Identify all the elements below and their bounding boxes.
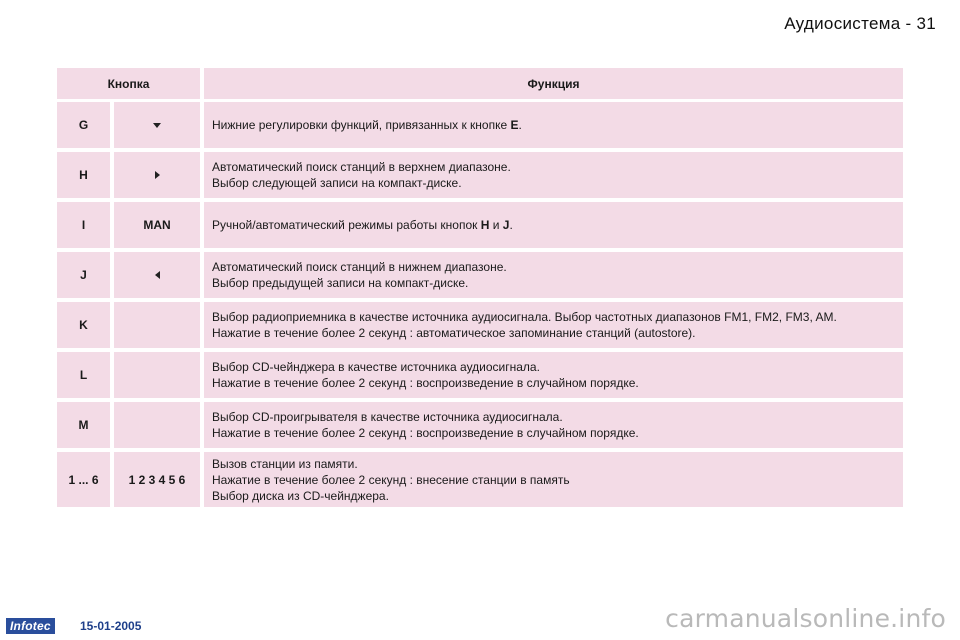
table-row xyxy=(57,152,903,198)
button-symbol-cell xyxy=(114,252,200,298)
description-line xyxy=(212,325,895,341)
description-line xyxy=(212,275,895,291)
button-symbol-cell xyxy=(114,302,200,348)
table-row xyxy=(57,402,903,448)
description-text: Нажатие в течение более 2 секунд : воспроизведение в случайном порядке. xyxy=(212,376,639,390)
table-body xyxy=(57,102,903,507)
bold-button-reference: E xyxy=(510,118,519,132)
description-line xyxy=(212,309,895,325)
button-symbol-cell xyxy=(114,152,200,198)
description-text: Выбор диска из CD-чейнджера. xyxy=(212,488,389,503)
description-line xyxy=(212,409,895,425)
page-title: Аудиосистема - 31 xyxy=(784,14,936,33)
description-text: Автоматический поиск станций в нижнем диапазоне. xyxy=(212,260,507,274)
description-line xyxy=(212,425,895,441)
description-line xyxy=(212,375,895,391)
function-description-cell xyxy=(204,202,903,248)
table-row xyxy=(57,102,903,148)
button-key-cell: I xyxy=(57,202,110,248)
table-header xyxy=(57,68,903,99)
button-key-cell: L xyxy=(57,352,110,398)
function-description-cell xyxy=(204,452,903,507)
description-line xyxy=(212,217,895,233)
description-text: Выбор предыдущей записи на компакт-диске. xyxy=(212,276,469,290)
description-text: Выбор радиоприемника в качестве источника аудиосигнала. Выбор частотных диапазонов FM1, FM2, FM3, AM. xyxy=(212,310,837,324)
function-description-cell xyxy=(204,102,903,148)
button-symbol-cell xyxy=(114,352,200,398)
button-key-cell: J xyxy=(57,252,110,298)
function-description-cell xyxy=(204,302,903,348)
triangle-down-icon xyxy=(153,123,161,128)
button-key-cell: H xyxy=(57,152,110,198)
description-line xyxy=(212,159,895,175)
watermark: carmanualsonline.info xyxy=(665,604,946,633)
table-row xyxy=(57,452,903,507)
description-text: Вызов станции из памяти. xyxy=(212,456,358,471)
description-line xyxy=(212,488,895,504)
description-text: Нижние регулировки функций, привязанных к кнопке xyxy=(212,118,511,132)
description-text: Ручной/автоматический режимы работы кнопок xyxy=(212,218,481,232)
description-text: Нажатие в течение более 2 секунд : автоматическое запоминание станций (autostore). xyxy=(212,326,696,340)
column-header-button: Кнопка xyxy=(57,68,200,99)
button-symbol-cell xyxy=(114,102,200,148)
description-text: . xyxy=(509,218,513,232)
button-symbol-cell xyxy=(114,402,200,448)
button-function-table xyxy=(57,68,903,511)
button-key-cell: G xyxy=(57,102,110,148)
description-text: Нажатие в течение более 2 секунд : внесение станции в память xyxy=(212,472,570,487)
button-symbol-cell: MAN xyxy=(114,202,200,248)
description-text: . xyxy=(518,118,522,132)
function-description-cell xyxy=(204,252,903,298)
description-text: и xyxy=(489,218,503,232)
button-key-cell: 1 ... 6 xyxy=(57,452,110,507)
table-row xyxy=(57,202,903,248)
triangle-left-icon xyxy=(155,271,160,279)
column-header-function: Функция xyxy=(204,68,903,99)
function-description-cell xyxy=(204,402,903,448)
description-text: Автоматический поиск станций в верхнем диапазоне. xyxy=(212,160,511,174)
function-description-cell xyxy=(204,352,903,398)
infotec-logo: Infotec xyxy=(6,618,55,634)
description-line xyxy=(212,359,895,375)
description-text: Выбор CD-проигрывателя в качестве источника аудиосигнала. xyxy=(212,410,563,424)
description-line xyxy=(212,117,895,133)
description-line xyxy=(212,259,895,275)
description-text: Выбор CD-чейнджера в качестве источника аудиосигнала. xyxy=(212,360,540,374)
description-text: Нажатие в течение более 2 секунд : воспроизведение в случайном порядке. xyxy=(212,426,639,440)
bold-button-reference: J xyxy=(502,218,510,232)
description-text: Выбор следующей записи на компакт-диске. xyxy=(212,176,462,190)
description-line xyxy=(212,472,895,488)
table-row xyxy=(57,302,903,348)
footer-date: 15-01-2005 xyxy=(80,619,142,633)
table-row xyxy=(57,252,903,298)
function-description-cell xyxy=(204,152,903,198)
description-line xyxy=(212,456,895,472)
bold-button-reference: H xyxy=(480,218,490,232)
button-key-cell: M xyxy=(57,402,110,448)
button-key-cell: K xyxy=(57,302,110,348)
triangle-right-icon xyxy=(155,171,160,179)
description-line xyxy=(212,175,895,191)
table-row xyxy=(57,352,903,398)
button-symbol-cell: 1 2 3 4 5 6 xyxy=(114,452,200,507)
